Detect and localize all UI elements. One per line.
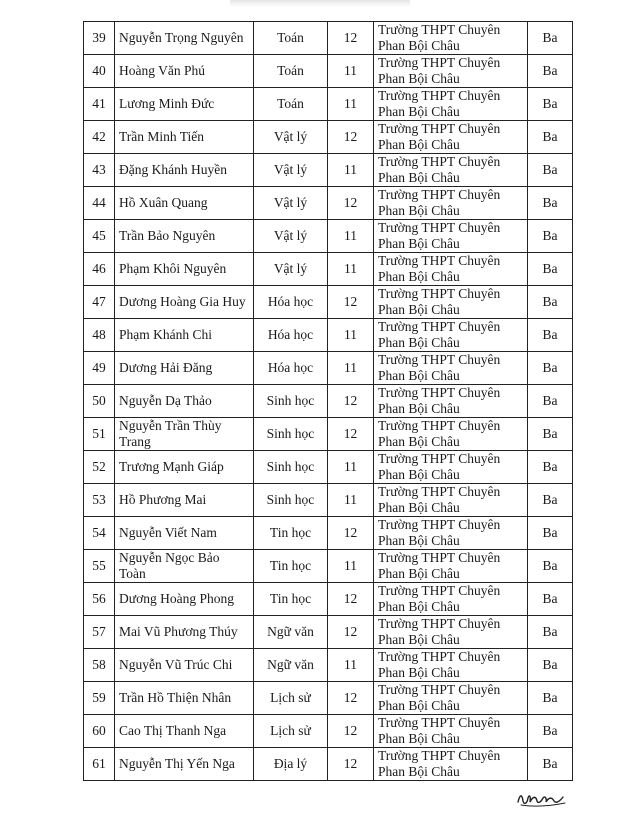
table-row [84, 88, 573, 121]
student-name: Nguyễn Dạ Thảo [115, 385, 254, 418]
student-name: Trần Hồ Thiện Nhân [115, 682, 254, 715]
prize: Ba [528, 715, 573, 748]
grade: 11 [328, 319, 374, 352]
school: Trường THPT Chuyên Phan Bội Châu [374, 418, 528, 451]
table-row [84, 187, 573, 220]
student-name: Phạm Khôi Nguyên [115, 253, 254, 286]
subject: Toán [254, 22, 328, 55]
prize: Ba [528, 616, 573, 649]
prize: Ba [528, 121, 573, 154]
grade: 12 [328, 715, 374, 748]
row-number: 59 [84, 682, 115, 715]
table-row [84, 319, 573, 352]
school: Trường THPT Chuyên Phan Bội Châu [374, 616, 528, 649]
row-number: 41 [84, 88, 115, 121]
table-row [84, 55, 573, 88]
row-number: 45 [84, 220, 115, 253]
table-row [84, 451, 573, 484]
prize: Ba [528, 550, 573, 583]
grade: 11 [328, 484, 374, 517]
grade: 11 [328, 220, 374, 253]
student-name: Trần Bảo Nguyên [115, 220, 254, 253]
school: Trường THPT Chuyên Phan Bội Châu [374, 22, 528, 55]
subject: Sinh học [254, 418, 328, 451]
grade: 11 [328, 88, 374, 121]
prize: Ba [528, 88, 573, 121]
grade: 11 [328, 451, 374, 484]
prize: Ba [528, 154, 573, 187]
grade: 12 [328, 616, 374, 649]
prize: Ba [528, 187, 573, 220]
school: Trường THPT Chuyên Phan Bội Châu [374, 88, 528, 121]
grade: 11 [328, 352, 374, 385]
table-row [84, 682, 573, 715]
school: Trường THPT Chuyên Phan Bội Châu [374, 649, 528, 682]
subject: Hóa học [254, 319, 328, 352]
table-row [84, 154, 573, 187]
row-number: 53 [84, 484, 115, 517]
grade: 12 [328, 583, 374, 616]
school: Trường THPT Chuyên Phan Bội Châu [374, 154, 528, 187]
school: Trường THPT Chuyên Phan Bội Châu [374, 55, 528, 88]
prize: Ba [528, 319, 573, 352]
prize: Ba [528, 286, 573, 319]
grade: 12 [328, 748, 374, 781]
prize: Ba [528, 682, 573, 715]
grade: 12 [328, 682, 374, 715]
subject: Sinh học [254, 385, 328, 418]
row-number: 42 [84, 121, 115, 154]
school: Trường THPT Chuyên Phan Bội Châu [374, 748, 528, 781]
subject: Tin học [254, 517, 328, 550]
row-number: 51 [84, 418, 115, 451]
school: Trường THPT Chuyên Phan Bội Châu [374, 517, 528, 550]
table-row [84, 121, 573, 154]
school: Trường THPT Chuyên Phan Bội Châu [374, 187, 528, 220]
row-number: 57 [84, 616, 115, 649]
prize: Ba [528, 55, 573, 88]
prize: Ba [528, 253, 573, 286]
row-number: 43 [84, 154, 115, 187]
student-name: Nguyễn Vũ Trúc Chi [115, 649, 254, 682]
student-name: Nguyễn Thị Yến Nga [115, 748, 254, 781]
prize: Ba [528, 352, 573, 385]
prize: Ba [528, 484, 573, 517]
subject: Vật lý [254, 154, 328, 187]
row-number: 52 [84, 451, 115, 484]
subject: Hóa học [254, 286, 328, 319]
table-body [84, 22, 573, 781]
grade: 11 [328, 154, 374, 187]
grade: 12 [328, 385, 374, 418]
student-name: Trương Mạnh Giáp [115, 451, 254, 484]
student-name: Hồ Phương Mai [115, 484, 254, 517]
school: Trường THPT Chuyên Phan Bội Châu [374, 484, 528, 517]
student-name: Trần Minh Tiến [115, 121, 254, 154]
school: Trường THPT Chuyên Phan Bội Châu [374, 583, 528, 616]
prize: Ba [528, 748, 573, 781]
school: Trường THPT Chuyên Phan Bội Châu [374, 253, 528, 286]
row-number: 56 [84, 583, 115, 616]
table-row [84, 286, 573, 319]
handwritten-initials-icon [516, 790, 568, 808]
prize: Ba [528, 451, 573, 484]
table-row [84, 352, 573, 385]
table-row [84, 616, 573, 649]
row-number: 49 [84, 352, 115, 385]
row-number: 48 [84, 319, 115, 352]
student-name: Dương Hoàng Phong [115, 583, 254, 616]
row-number: 55 [84, 550, 115, 583]
grade: 12 [328, 22, 374, 55]
grade: 11 [328, 55, 374, 88]
student-name: Mai Vũ Phương Thúy [115, 616, 254, 649]
prize: Ba [528, 418, 573, 451]
grade: 11 [328, 550, 374, 583]
prize: Ba [528, 22, 573, 55]
subject: Vật lý [254, 253, 328, 286]
subject: Vật lý [254, 220, 328, 253]
school: Trường THPT Chuyên Phan Bội Châu [374, 220, 528, 253]
table-row [84, 253, 573, 286]
grade: 12 [328, 286, 374, 319]
subject: Tin học [254, 583, 328, 616]
subject: Toán [254, 55, 328, 88]
student-name: Dương Hoàng Gia Huy [115, 286, 254, 319]
student-name: Dương Hải Đăng [115, 352, 254, 385]
row-number: 44 [84, 187, 115, 220]
subject: Địa lý [254, 748, 328, 781]
grade: 12 [328, 121, 374, 154]
grade: 11 [328, 649, 374, 682]
school: Trường THPT Chuyên Phan Bội Châu [374, 451, 528, 484]
table-row [84, 220, 573, 253]
subject: Sinh học [254, 484, 328, 517]
subject: Vật lý [254, 121, 328, 154]
student-name: Đặng Khánh Huyền [115, 154, 254, 187]
scan-smudge [230, 0, 410, 7]
prize: Ba [528, 220, 573, 253]
table-row [84, 550, 573, 583]
school: Trường THPT Chuyên Phan Bội Châu [374, 286, 528, 319]
prize: Ba [528, 583, 573, 616]
student-name: Hoàng Văn Phú [115, 55, 254, 88]
subject: Ngữ văn [254, 616, 328, 649]
row-number: 39 [84, 22, 115, 55]
row-number: 60 [84, 715, 115, 748]
row-number: 46 [84, 253, 115, 286]
school: Trường THPT Chuyên Phan Bội Châu [374, 352, 528, 385]
school: Trường THPT Chuyên Phan Bội Châu [374, 121, 528, 154]
grade: 12 [328, 187, 374, 220]
student-name: Hồ Xuân Quang [115, 187, 254, 220]
school: Trường THPT Chuyên Phan Bội Châu [374, 682, 528, 715]
prize: Ba [528, 517, 573, 550]
subject: Sinh học [254, 451, 328, 484]
subject: Toán [254, 88, 328, 121]
subject: Tin học [254, 550, 328, 583]
table-row [84, 517, 573, 550]
table-row [84, 22, 573, 55]
student-name: Nguyễn Trọng Nguyên [115, 22, 254, 55]
subject: Ngữ văn [254, 649, 328, 682]
prize: Ba [528, 385, 573, 418]
school: Trường THPT Chuyên Phan Bội Châu [374, 550, 528, 583]
row-number: 61 [84, 748, 115, 781]
prize: Ba [528, 649, 573, 682]
subject: Lịch sử [254, 715, 328, 748]
table-row [84, 418, 573, 451]
subject: Hóa học [254, 352, 328, 385]
school: Trường THPT Chuyên Phan Bội Châu [374, 385, 528, 418]
student-name: Nguyễn Ngọc Bảo Toàn [115, 550, 254, 583]
row-number: 40 [84, 55, 115, 88]
row-number: 54 [84, 517, 115, 550]
table-row [84, 484, 573, 517]
table-row [84, 748, 573, 781]
student-name: Nguyễn Viết Nam [115, 517, 254, 550]
grade: 12 [328, 517, 374, 550]
row-number: 47 [84, 286, 115, 319]
row-number: 50 [84, 385, 115, 418]
grade: 11 [328, 253, 374, 286]
student-name: Phạm Khánh Chi [115, 319, 254, 352]
student-name: Lương Minh Đức [115, 88, 254, 121]
table-row [84, 583, 573, 616]
table-row [84, 649, 573, 682]
subject: Lịch sử [254, 682, 328, 715]
school: Trường THPT Chuyên Phan Bội Châu [374, 319, 528, 352]
table-row [84, 715, 573, 748]
school: Trường THPT Chuyên Phan Bội Châu [374, 715, 528, 748]
grade: 12 [328, 418, 374, 451]
subject: Vật lý [254, 187, 328, 220]
student-name: Cao Thị Thanh Nga [115, 715, 254, 748]
table-row [84, 385, 573, 418]
student-name: Nguyễn Trần Thùy Trang [115, 418, 254, 451]
award-results-table [83, 21, 573, 781]
row-number: 58 [84, 649, 115, 682]
